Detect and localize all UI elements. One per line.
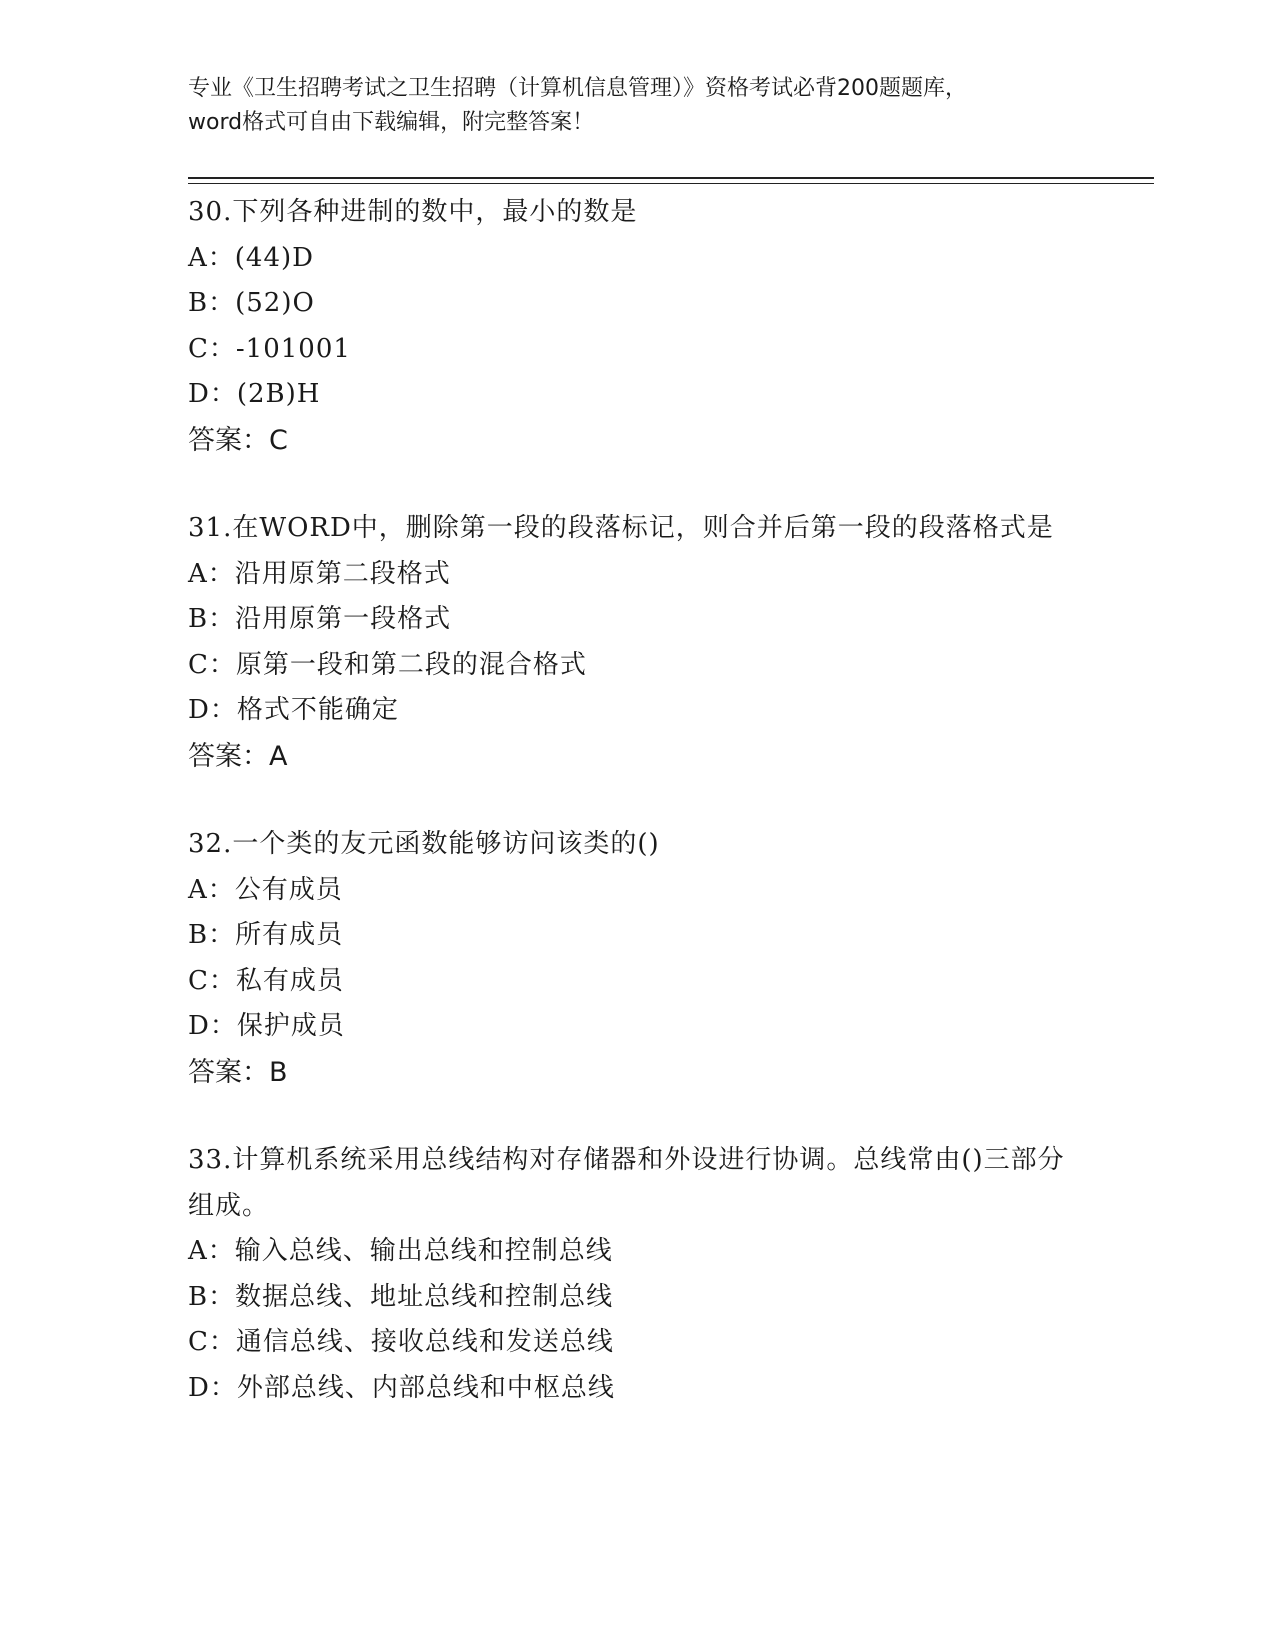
header-divider-thin xyxy=(188,183,1154,184)
question-31 xyxy=(188,506,1088,779)
option-b: B：(52)O xyxy=(188,288,315,318)
header-line-1: 专业《卫生招聘考试之卫生招聘（计算机信息管理）》资格考试必背200题题库， xyxy=(188,76,967,101)
question-prompt: 32.一个类的友元函数能够访问该类的() xyxy=(188,829,660,859)
option-a: A：输入总线、输出总线和控制总线 xyxy=(188,1236,613,1266)
question-prompt: 31.在WORD中，删除第一段的段落标记，则合并后第一段的段落格式是 xyxy=(188,513,1054,543)
option-a: A：沿用原第二段格式 xyxy=(188,558,451,589)
question-33 xyxy=(188,1138,1088,1411)
option-c: C：原第一段和第二段的混合格式 xyxy=(188,649,587,680)
answer-label: 答案：B xyxy=(188,1056,288,1088)
option-d: D：外部总线、内部总线和中枢总线 xyxy=(188,1372,615,1403)
option-d: D：保护成员 xyxy=(188,1011,345,1041)
question-30 xyxy=(188,190,1088,463)
option-a: A：(44)D xyxy=(188,242,314,273)
option-c: C：-101001 xyxy=(188,333,351,364)
document-header xyxy=(188,72,1088,140)
option-b: B：数据总线、地址总线和控制总线 xyxy=(188,1281,614,1312)
option-b: B：所有成员 xyxy=(188,920,344,950)
answer-label: 答案：A xyxy=(188,740,288,772)
option-d: D：格式不能确定 xyxy=(188,695,399,725)
header-line-2: word格式可自由下载编辑，附完整答案！ xyxy=(188,110,595,135)
header-divider-thick xyxy=(188,177,1154,179)
option-c: C：通信总线、接收总线和发送总线 xyxy=(188,1327,614,1357)
option-d: D：(2B)H xyxy=(188,379,321,409)
answer-label: 答案：C xyxy=(188,424,288,456)
option-b: B：沿用原第一段格式 xyxy=(188,604,452,634)
option-c: C：私有成员 xyxy=(188,965,344,996)
question-32 xyxy=(188,822,1088,1095)
question-prompt: 33.计算机系统采用总线结构对存储器和外设进行协调。总线常由()三部分组成。 xyxy=(188,1145,1065,1221)
question-list xyxy=(188,190,1088,1454)
option-a: A：公有成员 xyxy=(188,874,343,905)
question-prompt: 30.下列各种进制的数中，最小的数是 xyxy=(188,197,638,227)
